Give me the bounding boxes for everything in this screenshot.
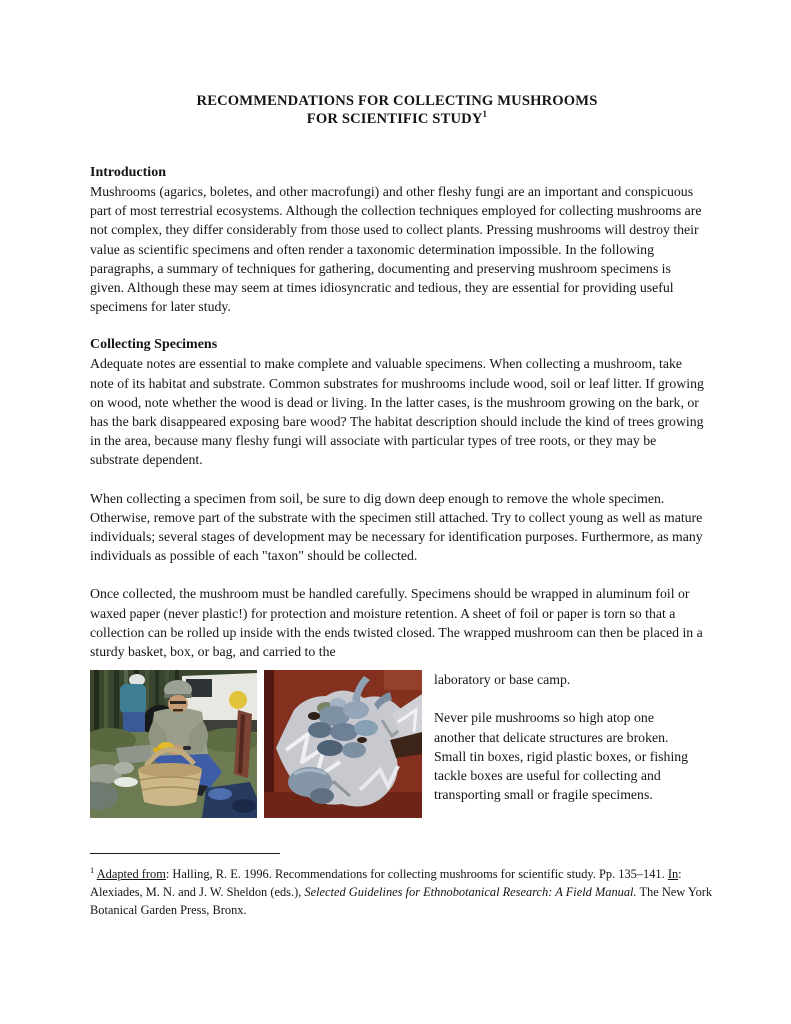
collecting-paragraph-2: When collecting a specimen from soil, be sure to dig down deep enough to remove the whole specimen. Otherwise, remove part of the substrate with the specimen still attached. Try to collect young as well as mature individuals; several stages of development may be necessary for identification purposes. Furthermore, as many individuals as possible of each "taxon" should be collected.: [90, 490, 703, 564]
photo-collector-with-basket: [90, 670, 257, 818]
footnote-in-label: In: [667, 867, 679, 882]
footnote-citation-part-1: : Halling, R. E. 1996. Recommendations for collecting mushrooms for scientific study. Pp. 135–141.: [165, 867, 668, 882]
collecting-paragraph-1: Adequate notes are essential to make complete and valuable specimens. When collecting a mushroom, take note of its habitat and substrate. Common substrates for mushrooms include wood, soil or leaf litter. If growing on wood, note whether the wood is dead or living. In the latter cases, is the mushroom growing on the bark, or has the bark disappeared exposing bare wood? The habitat description should include the kind of trees growing in the area, because many fleshy fungi will associate with particular types of tree roots, or they may be substrate dependent.: [90, 356, 704, 468]
footnote-adapted-from-label: Adapted from: [96, 867, 166, 882]
footnote-citation-part-2: : Alexiades, M. N. and J. W. Sheldon (eds.),: [90, 867, 682, 900]
footnote-book-title: Selected Guidelines for Ethnobotanical Research: A Field Manual.: [304, 885, 637, 900]
photo-row: [90, 670, 704, 818]
paragraph-continuation: laboratory or base camp.: [434, 672, 571, 688]
section-heading-introduction: Introduction: [90, 165, 166, 180]
title-footnote-marker: 1: [482, 108, 488, 119]
footnote-text: [90, 861, 718, 919]
footnote-marker: 1: [90, 865, 95, 875]
footnote-divider: [90, 853, 280, 854]
side-paragraph: Never pile mushrooms so high atop one another that delicate structures are broken. Small tin boxes, rigid plastic boxes, or fishing tackle boxes are useful for collecting and transporting small or fragile specimens.: [434, 710, 689, 803]
collecting-paragraph-3: Once collected, the mushroom must be handled carefully. Specimens should be wrapped in aluminum foil or waxed paper (never plastic!) for protection and moisture retention. A sheet of foil or paper is torn so that a collection can be rolled up inside with the ends twisted closed. The wrapped mushroom can then be placed in a sturdy basket, box, or bag, and carried to the: [90, 586, 703, 660]
footnote: [90, 853, 718, 919]
title-line-1: RECOMMENDATIONS FOR COLLECTING MUSHROOMS: [196, 93, 598, 109]
title-line-2: FOR SCIENTIFIC STUDY: [306, 110, 483, 127]
footnote-citation-part-3: The New York Botanical Garden Press, Bronx.: [90, 885, 713, 918]
photo-foil-wrapped-specimens: [264, 670, 422, 818]
introduction-paragraph: Mushrooms (agarics, boletes, and other macrofungi) and other fleshy fungi are an important and conspicuous part of most terrestrial ecosystems. Although the collection techniques employed for collecting mushrooms are not complex, they differ considerably from those used to collect plants. Pressing mushrooms will destroy their value as scientific specimens and often render a taxonomic determination impossible. In the following paragraphs, a summary of techniques for gathering, documenting and preserving mushroom specimens is given. Although these may seem at times idiosyncratic and tedious, they are essential for providing useful specimens for later study.: [90, 184, 702, 315]
photo-side-text: [434, 670, 690, 804]
page-content: [90, 0, 704, 818]
section-heading-collecting-specimens: Collecting Specimens: [90, 337, 218, 353]
document-title: [90, 93, 704, 128]
